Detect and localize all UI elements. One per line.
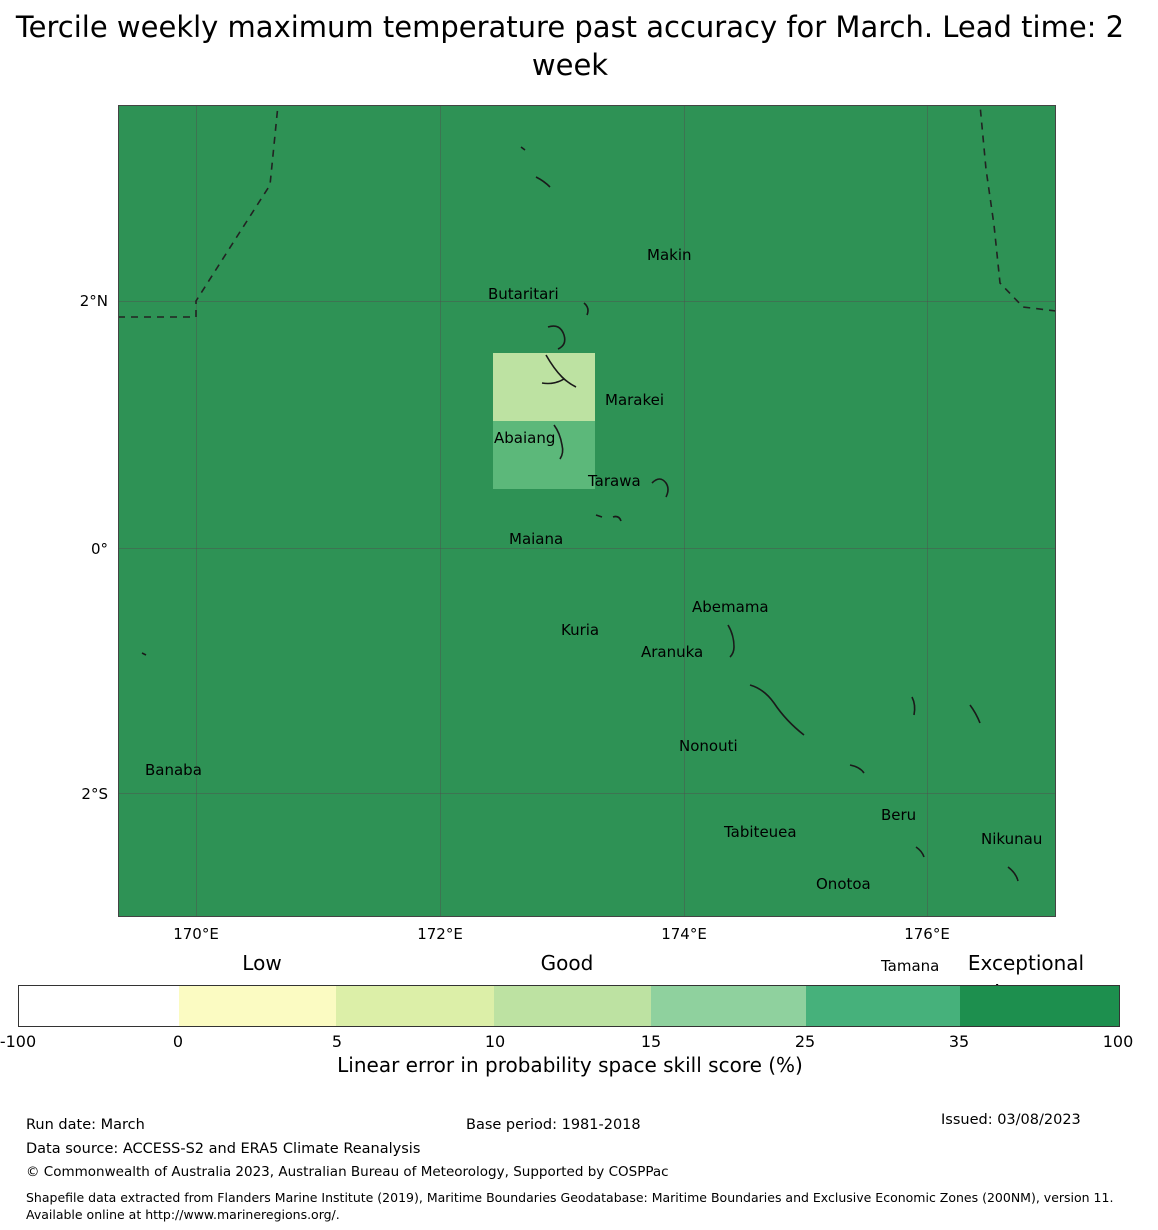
island-label-butaritari: Butaritari	[488, 285, 559, 303]
colorbar-segment	[19, 986, 179, 1026]
colorbar-segment	[336, 986, 493, 1026]
xtick-172E: 172°E	[417, 925, 463, 943]
ytick-2N: 2°N	[79, 292, 108, 310]
footer-issued: Issued: 03/08/2023	[941, 1112, 1081, 1128]
colorbar-segment	[960, 986, 1119, 1026]
colorbar-tick: 5	[331, 1032, 343, 1051]
ytick-0: 0°	[90, 540, 108, 558]
island-label-maiana: Maiana	[509, 530, 564, 548]
colorbar-segment	[651, 986, 806, 1026]
island-label-marakei: Marakei	[605, 391, 665, 409]
colorbar-tick: 35	[948, 1032, 970, 1051]
island-label-makin: Makin	[647, 246, 692, 264]
island-label-onotoa: Onotoa	[816, 875, 871, 893]
colorbar-tick: -100	[0, 1032, 37, 1051]
colorbar-category-good: Good	[540, 951, 594, 975]
page-title: Tercile weekly maximum temperature past accuracy for March. Lead time: 2 week	[15, 10, 1125, 82]
island-label-tamana: Tamana	[881, 957, 940, 975]
island-label-abaiang: Abaiang	[494, 429, 556, 447]
footer-base-period: Base period: 1981-2018	[466, 1117, 641, 1133]
footer-data-source: Data source: ACCESS-S2 and ERA5 Climate Reanalysis	[26, 1141, 421, 1157]
colorbar-category-low: Low	[242, 951, 282, 975]
colorbar-segment	[806, 986, 961, 1026]
island-label-banaba: Banaba	[145, 761, 202, 779]
island-label-tarawa: Tarawa	[588, 472, 641, 490]
island-label-beru: Beru	[881, 806, 917, 824]
colorbar-segment	[179, 986, 336, 1026]
footer-run-date: Run date: March	[26, 1117, 145, 1133]
xtick-176E: 176°E	[904, 925, 950, 943]
island-label-tabiteuea: Tabiteuea	[724, 823, 797, 841]
colorbar-category-exceptional: Exceptional	[967, 951, 1085, 975]
colorbar-axis-label: Linear error in probability space skill score (%)	[337, 1053, 803, 1077]
colorbar-tick: 100	[1102, 1032, 1134, 1051]
xtick-174E: 174°E	[661, 925, 707, 943]
island-label-nikunau: Nikunau	[981, 830, 1043, 848]
map-vector-overlay	[118, 105, 1056, 917]
footer-shapefile-note: Shapefile data extracted from Flanders Marine Institute (2019), Maritime Boundaries Geodatabase: Maritime Boundaries and Exclusive Economic Zones (200NM), version 11. Available online at http://www.marineregions.org/.	[26, 1190, 1114, 1222]
colorbar-segment	[494, 986, 651, 1026]
xtick-170E: 170°E	[173, 925, 219, 943]
island-label-nonouti: Nonouti	[679, 737, 738, 755]
ytick-2S: 2°S	[81, 785, 108, 803]
footer-copyright: © Commonwealth of Australia 2023, Australian Bureau of Meteorology, Supported by COSPPac	[26, 1164, 669, 1180]
island-label-kuria: Kuria	[561, 621, 600, 639]
island-label-abemama: Abemama	[692, 598, 769, 616]
colorbar	[18, 985, 1120, 1027]
colorbar-tick: 25	[794, 1032, 816, 1051]
colorbar-tick: 0	[172, 1032, 184, 1051]
colorbar-tick: 15	[640, 1032, 662, 1051]
island-label-aranuka: Aranuka	[641, 643, 704, 661]
colorbar-tick: 10	[484, 1032, 506, 1051]
